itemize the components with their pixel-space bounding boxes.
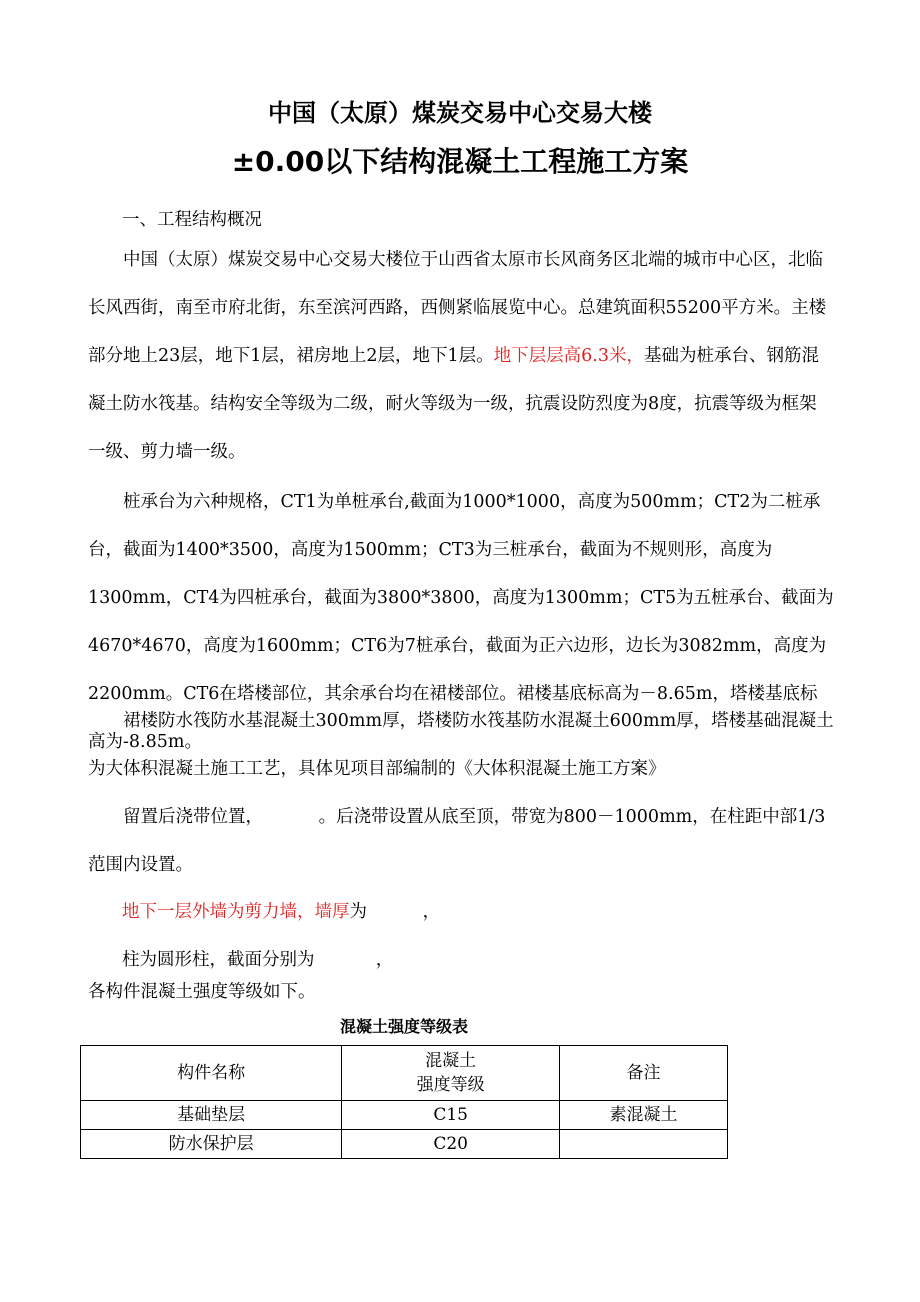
line-grades-intro: 各构件混凝土强度等级如下。: [88, 982, 316, 1002]
header-component-name: 构件名称: [81, 1046, 342, 1101]
paragraph-raft: 裙楼防水筏防水基混凝土300mm厚，塔楼防水筏基防水混凝土600mm厚，塔楼基础混凝土为大体积混凝土施工工艺，具体见项目部编制的《大体积混凝土施工方案》: [88, 711, 834, 779]
cell-name: 基础垫层: [81, 1101, 342, 1130]
paragraph-post-pour-strip: 留置后浇带位置， 。后浇带设置从底至顶，带宽为800－1000mm，在柱距中部1/3范围内设置。: [88, 807, 826, 875]
cell-grade: C15: [342, 1101, 560, 1130]
table-header-row: [81, 1046, 728, 1101]
cell-note: [560, 1130, 728, 1159]
paragraph-pile-caps: 桩承台为六种规格，CT1为单桩承台,截面为1000*1000，高度为500mm；CT2为二桩承台，截面为1400*3500，高度为1500mm；CT3为三桩承台，截面为不规则形，高度为1300mm，CT4为四桩承台，截面为3800*3800，高度为1300mm；CT5为五桩承台、截面为4670*4670，高度为1600mm；CT6为7桩承台，截面为正六边形，边长为3082mm，高度为2200mm。CT6在塔楼部位，其余承台均在裙楼部位。裙楼基底标高为－8.65m，塔楼基底标高为-8.85m。: [88, 492, 834, 752]
document-subtitle: ±0.00以下结构混凝土工程施工方案: [231, 145, 689, 178]
overview-text-a: 中国（太原）煤炭交易中心交易大楼位于山西省太原市长风商务区北端的城市中心区，北临长风西街，南至市府北街，东至滨河西路，西侧紧临展览中心。总建筑面积55200平方米。主楼部分地上23层，地下1层，裙房地上2层，地下1层。: [88, 250, 827, 366]
cell-note: 素混凝土: [560, 1101, 728, 1130]
line-columns: 柱为圆形柱，截面分别为 ，: [122, 950, 394, 970]
paragraph-overview: [88, 236, 834, 476]
concrete-grade-table: [80, 1045, 728, 1159]
exterior-wall-text: 为 ，: [349, 902, 441, 922]
table-row: [81, 1130, 728, 1159]
section-heading: 一、工程结构概况: [122, 210, 262, 230]
table-title: 混凝土强度等级表: [339, 1017, 468, 1036]
overview-highlight: 地下层层高6.3米，: [493, 346, 645, 366]
header-grade-line1: 混凝土: [425, 1051, 477, 1071]
document-title: 中国（太原）煤炭交易中心交易大楼: [268, 99, 652, 127]
header-note: 备注: [560, 1046, 728, 1101]
exterior-wall-highlight: 地下一层外墙为剪力墙，墙厚: [122, 902, 350, 922]
header-grade-line2: 强度等级: [416, 1075, 485, 1095]
table-row: [81, 1101, 728, 1130]
line-exterior-wall: [122, 892, 440, 932]
cell-grade: C20: [342, 1130, 560, 1159]
header-concrete-grade: [342, 1046, 560, 1101]
overview-text-b: 基础为桩承台、钢筋混凝土防水筏基。结构安全等级为二级，耐火等级为一级，抗震设防烈度为8度，抗震等级为框架一级、剪力墙一级。: [88, 346, 820, 462]
cell-name: 防水保护层: [81, 1130, 342, 1159]
